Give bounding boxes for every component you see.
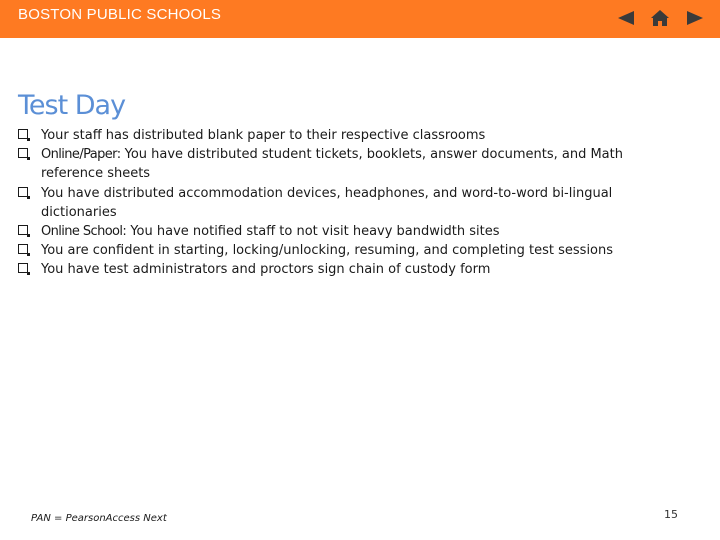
item-text: You have test administrators and proctors sign chain of custody form xyxy=(41,262,491,278)
item-term: Online/Paper: xyxy=(41,147,121,163)
page-number: 15 xyxy=(664,508,678,521)
item-text: You have distributed student tickets, booklets, answer documents, and Math reference sheets xyxy=(41,147,623,182)
header-bar xyxy=(0,0,720,38)
checklist-item xyxy=(18,145,658,183)
checkbox-icon xyxy=(18,263,28,273)
home-button[interactable] xyxy=(650,8,670,28)
checkbox-icon xyxy=(18,148,28,158)
item-term: Online School: xyxy=(41,224,127,240)
item-text: You have notified staff to not visit heavy bandwidth sites xyxy=(126,224,500,240)
previous-slide-button[interactable] xyxy=(616,8,636,28)
next-slide-button[interactable] xyxy=(685,8,705,28)
checkbox-icon xyxy=(18,129,28,139)
checkbox-icon xyxy=(18,225,28,235)
item-text: Your staff has distributed blank paper to their respective classrooms xyxy=(41,128,486,143)
slide-title: Test Day xyxy=(18,90,126,121)
header-title: BOSTON PUBLIC SCHOOLS xyxy=(18,6,222,23)
home-icon xyxy=(650,8,670,28)
checklist-item xyxy=(18,222,658,241)
checkbox-icon xyxy=(18,244,28,254)
checklist-item xyxy=(18,184,658,222)
checklist-item xyxy=(18,260,658,279)
checklist-item xyxy=(18,241,658,260)
triangle-left-icon xyxy=(616,8,636,28)
triangle-right-icon xyxy=(685,8,705,28)
item-text: You are confident in starting, locking/unlocking, resuming, and completing test sessions xyxy=(41,243,614,259)
footnote: PAN = PearsonAccess Next xyxy=(31,513,167,524)
item-text: You have distributed accommodation devices, headphones, and word-to-word bi-lingual dictionaries xyxy=(41,185,613,220)
checkbox-icon xyxy=(18,187,28,197)
checklist xyxy=(18,126,658,280)
checklist-item xyxy=(18,126,658,145)
